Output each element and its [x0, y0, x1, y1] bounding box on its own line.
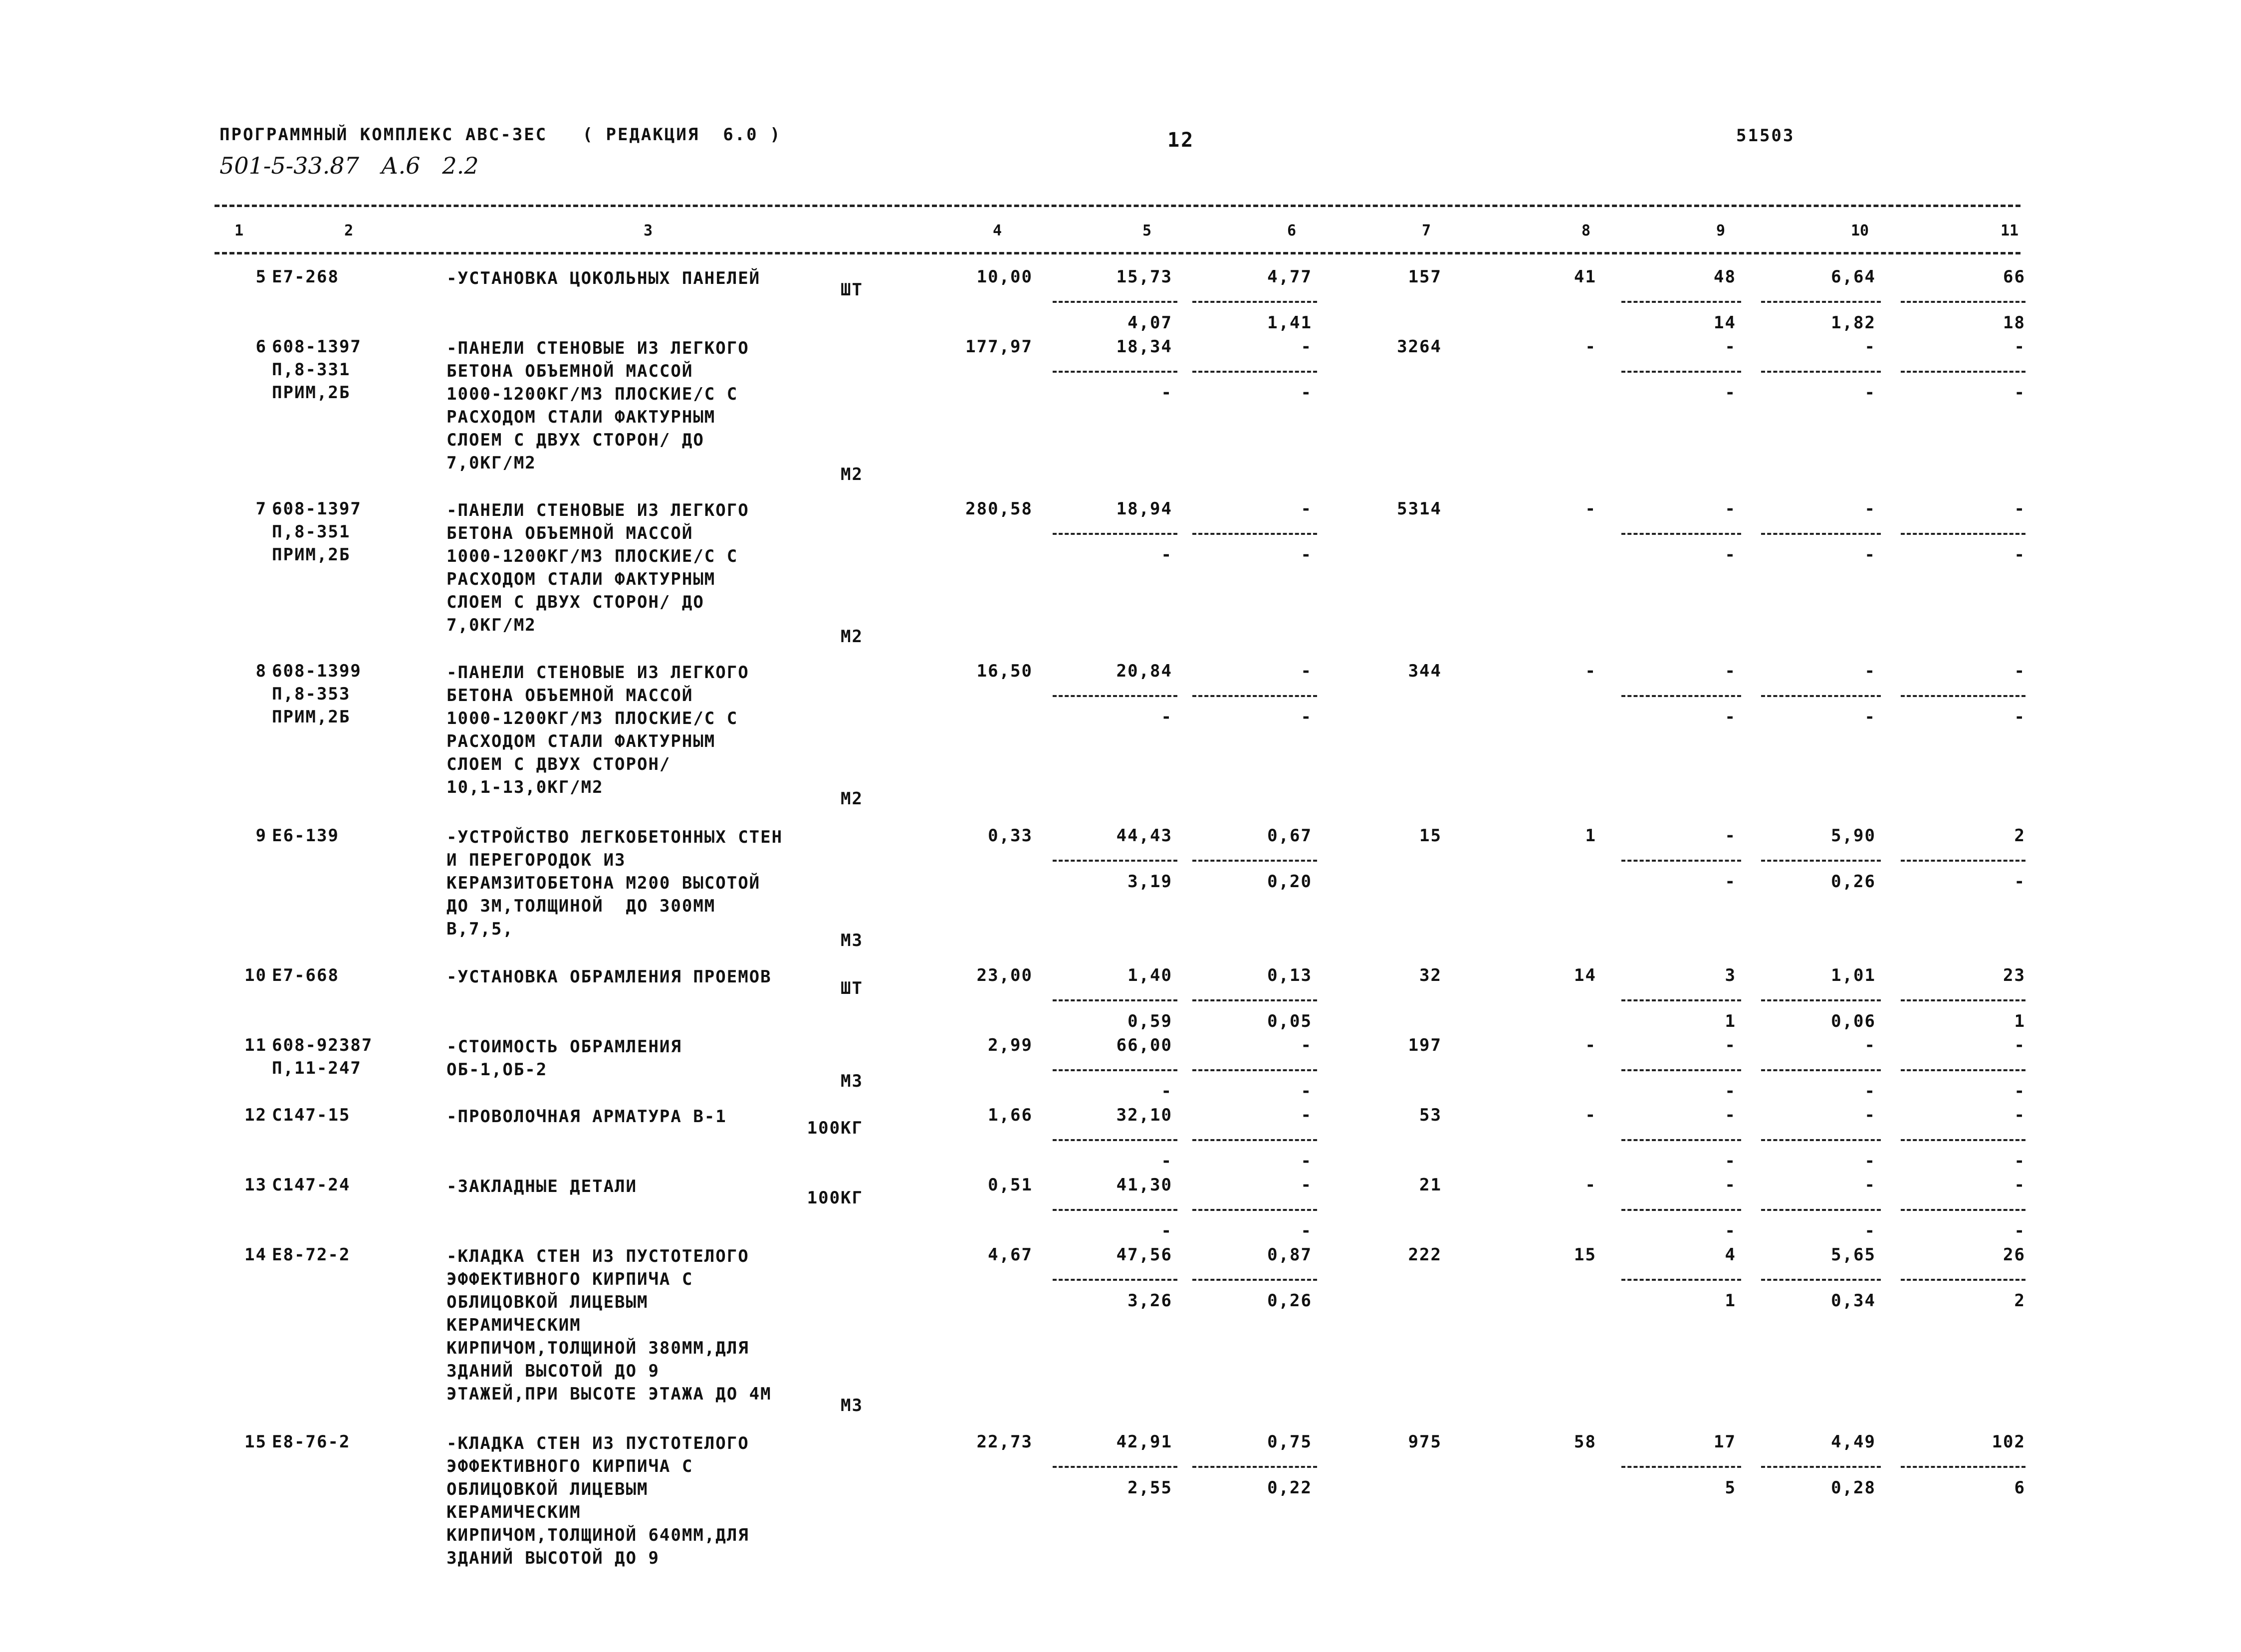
row-description: КИРПИЧОМ,ТОЛЩИНОЙ 380ММ,ДЛЯ — [447, 1338, 749, 1358]
row-description: 7,0КГ/М2 — [447, 615, 536, 635]
cell-c11-bottom: 18 — [2003, 313, 2025, 333]
cell-c9-bottom: - — [1725, 1081, 1736, 1101]
row-description: ЭФФЕКТИВНОГО КИРПИЧА С — [447, 1456, 693, 1476]
cell-quantity: 23,00 — [976, 965, 1033, 985]
cell-c6-bottom: - — [1301, 383, 1312, 403]
cell-c11-top: 23 — [2003, 965, 2025, 985]
fraction-divider — [1621, 999, 1741, 1001]
cell-c9-bottom: - — [1725, 707, 1736, 727]
cell-c6-bottom: 0,20 — [1267, 872, 1312, 892]
cell-col8: - — [1585, 661, 1596, 681]
cell-c11-top: 2 — [2014, 826, 2025, 846]
fraction-divider — [1901, 1279, 2025, 1281]
cell-c5-top: 44,43 — [1116, 826, 1172, 846]
cell-c10-bottom: - — [1864, 1221, 1876, 1241]
row-number: 11 — [244, 1035, 267, 1055]
top-rule — [215, 205, 2020, 207]
fraction-divider — [1621, 301, 1741, 303]
fraction-divider — [1621, 533, 1741, 535]
row-description: -СТОИМОСТЬ ОБРАМЛЕНИЯ — [447, 1037, 682, 1057]
cell-col8: 15 — [1574, 1245, 1596, 1265]
fraction-divider — [1901, 533, 2025, 535]
row-unit: 100КГ — [807, 1188, 863, 1208]
cell-c5-bottom: 2,55 — [1127, 1478, 1172, 1498]
cell-total-cost: 975 — [1408, 1432, 1442, 1452]
cell-c9-bottom: - — [1725, 872, 1736, 892]
cell-col8: - — [1585, 1175, 1596, 1195]
fraction-divider — [1761, 1069, 1881, 1071]
row-code: Е7-668 — [272, 965, 339, 985]
cell-c6-top: 0,13 — [1267, 965, 1312, 985]
row-description: КЕРАМЗИТОБЕТОНА М200 ВЫСОТОЙ — [447, 873, 761, 893]
cell-c5-top: 42,91 — [1116, 1432, 1172, 1452]
row-code: 608-92387 — [272, 1035, 373, 1055]
column-number: 8 — [1581, 222, 1591, 239]
cell-c5-top: 41,30 — [1116, 1175, 1172, 1195]
row-code: П,8-353 — [272, 684, 351, 704]
cell-col8: - — [1585, 337, 1596, 357]
row-description: ОБ-1,ОБ-2 — [447, 1060, 548, 1080]
fraction-divider — [1761, 301, 1881, 303]
cell-quantity: 22,73 — [976, 1432, 1033, 1452]
cell-c11-bottom: 1 — [2014, 1011, 2025, 1031]
cell-c10-bottom: - — [1864, 707, 1876, 727]
column-number: 3 — [644, 222, 653, 239]
cell-c6-bottom: - — [1301, 1221, 1312, 1241]
row-number: 7 — [255, 499, 267, 519]
cell-total-cost: 53 — [1419, 1105, 1442, 1125]
row-description: ОБЛИЦОВКОЙ ЛИЦЕВЫМ — [447, 1292, 649, 1312]
column-number: 1 — [234, 222, 244, 239]
row-description: КЕРАМИЧЕСКИМ — [447, 1502, 581, 1522]
cell-c9-bottom: 1 — [1725, 1291, 1736, 1311]
row-description: РАСХОДОМ СТАЛИ ФАКТУРНЫМ — [447, 569, 716, 589]
row-number: 8 — [255, 661, 267, 681]
row-description: -ПАНЕЛИ СТЕНОВЫЕ ИЗ ЛЕГКОГО — [447, 500, 749, 520]
fraction-divider — [1192, 999, 1317, 1001]
column-number: 6 — [1287, 222, 1297, 239]
cell-c10-bottom: 0,34 — [1831, 1291, 1876, 1311]
row-description: ЭФФЕКТИВНОГО КИРПИЧА С — [447, 1269, 693, 1289]
cell-c11-bottom: - — [2014, 383, 2025, 403]
fraction-divider — [1901, 1069, 2025, 1071]
fraction-divider — [1761, 1209, 1881, 1211]
cell-c9-top: - — [1725, 1105, 1736, 1125]
row-code: Е8-72-2 — [272, 1245, 351, 1265]
cell-c9-top: 48 — [1714, 267, 1736, 287]
fraction-divider — [1621, 1069, 1741, 1071]
cell-c6-bottom: - — [1301, 1151, 1312, 1171]
cell-total-cost: 3264 — [1397, 337, 1442, 357]
doc-number: 51503 — [1736, 126, 1795, 146]
cell-c9-top: - — [1725, 1035, 1736, 1055]
column-number: 11 — [2001, 222, 2019, 239]
fraction-divider — [1901, 371, 2025, 373]
cell-c5-top: 18,94 — [1116, 499, 1172, 519]
fraction-divider — [1053, 999, 1177, 1001]
fraction-divider — [1761, 860, 1881, 862]
row-code: С147-24 — [272, 1175, 351, 1195]
cell-c9-bottom: 14 — [1714, 313, 1736, 333]
fraction-divider — [1621, 860, 1741, 862]
cell-quantity: 16,50 — [976, 661, 1033, 681]
program-title: ПРОГРАММНЫЙ КОМПЛЕКС АВС-3ЕС ( РЕДАКЦИЯ 6.0 ) — [220, 125, 782, 145]
cell-c11-bottom: - — [2014, 707, 2025, 727]
row-number: 5 — [255, 267, 267, 287]
fraction-divider — [1192, 533, 1317, 535]
cell-c11-bottom: - — [2014, 1221, 2025, 1241]
row-description: 1000-1200КГ/М3 ПЛОСКИЕ/С С — [447, 384, 738, 404]
row-description: -ПАНЕЛИ СТЕНОВЫЕ ИЗ ЛЕГКОГО — [447, 663, 749, 683]
row-unit: М3 — [841, 1071, 863, 1091]
row-number: 9 — [255, 826, 267, 846]
row-description: ДО 3М,ТОЛЩИНОЙ ДО 300ММ — [447, 896, 716, 916]
cell-c5-top: 47,56 — [1116, 1245, 1172, 1265]
cell-c9-bottom: 1 — [1725, 1011, 1736, 1031]
cell-c6-top: - — [1301, 1035, 1312, 1055]
row-description: РАСХОДОМ СТАЛИ ФАКТУРНЫМ — [447, 407, 716, 427]
cell-quantity: 2,99 — [988, 1035, 1033, 1055]
row-number: 6 — [255, 337, 267, 357]
cell-total-cost: 21 — [1419, 1175, 1442, 1195]
cell-c6-top: 0,87 — [1267, 1245, 1312, 1265]
cell-c5-top: 66,00 — [1116, 1035, 1172, 1055]
cell-c5-bottom: 0,59 — [1127, 1011, 1172, 1031]
row-code: Е7-268 — [272, 267, 339, 287]
cell-quantity: 1,66 — [988, 1105, 1033, 1125]
cell-c5-top: 15,73 — [1116, 267, 1172, 287]
cell-c11-top: - — [2014, 499, 2025, 519]
cell-c10-bottom: 0,06 — [1831, 1011, 1876, 1031]
fraction-divider — [1621, 371, 1741, 373]
cell-c9-bottom: - — [1725, 1151, 1736, 1171]
cell-c5-top: 32,10 — [1116, 1105, 1172, 1125]
handwritten-note: 501-5-33.87 А.6 2.2 — [220, 152, 479, 179]
cell-c10-bottom: - — [1864, 1151, 1876, 1171]
cell-c11-bottom: - — [2014, 1081, 2025, 1101]
cell-c6-top: 0,67 — [1267, 826, 1312, 846]
column-number: 7 — [1422, 222, 1431, 239]
cell-c11-bottom: - — [2014, 545, 2025, 565]
cell-c6-top: - — [1301, 499, 1312, 519]
cell-c10-bottom: - — [1864, 1081, 1876, 1101]
row-description: БЕТОНА ОБЪЕМНОЙ МАССОЙ — [447, 686, 693, 706]
fraction-divider — [1761, 533, 1881, 535]
row-description: ЗДАНИЙ ВЫСОТОЙ ДО 9 — [447, 1548, 660, 1568]
row-description: ЗДАНИЙ ВЫСОТОЙ ДО 9 — [447, 1361, 660, 1381]
cell-c6-top: 0,75 — [1267, 1432, 1312, 1452]
row-number: 10 — [244, 965, 267, 985]
cell-c6-top: - — [1301, 337, 1312, 357]
row-description: СЛОЕМ С ДВУХ СТОРОН/ ДО — [447, 592, 704, 612]
cell-c9-bottom: - — [1725, 383, 1736, 403]
cell-c9-top: - — [1725, 826, 1736, 846]
row-description: -УСТАНОВКА ОБРАМЛЕНИЯ ПРОЕМОВ — [447, 967, 772, 987]
cell-c9-top: - — [1725, 499, 1736, 519]
row-number: 12 — [244, 1105, 267, 1125]
row-description: СЛОЕМ С ДВУХ СТОРОН/ — [447, 754, 671, 774]
cell-c9-top: 4 — [1725, 1245, 1736, 1265]
row-description: СЛОЕМ С ДВУХ СТОРОН/ ДО — [447, 430, 704, 450]
cell-c10-top: - — [1864, 1175, 1876, 1195]
cell-c6-bottom: - — [1301, 545, 1312, 565]
cell-total-cost: 344 — [1408, 661, 1442, 681]
cell-c5-bottom: 3,26 — [1127, 1291, 1172, 1311]
fraction-divider — [1192, 1139, 1317, 1141]
row-code: ПРИМ,2Б — [272, 383, 351, 403]
fraction-divider — [1761, 1466, 1881, 1468]
cell-c5-top: 20,84 — [1116, 661, 1172, 681]
cell-c6-top: 4,77 — [1267, 267, 1312, 287]
page-number: 12 — [1167, 129, 1195, 152]
fraction-divider — [1761, 999, 1881, 1001]
cell-c6-bottom: 0,05 — [1267, 1011, 1312, 1031]
fraction-divider — [1761, 1279, 1881, 1281]
fraction-divider — [1192, 1209, 1317, 1211]
cell-c11-bottom: - — [2014, 872, 2025, 892]
cell-total-cost: 197 — [1408, 1035, 1442, 1055]
fraction-divider — [1621, 1466, 1741, 1468]
cell-c9-top: 3 — [1725, 965, 1736, 985]
cell-c5-bottom: - — [1161, 707, 1172, 727]
fraction-divider — [1901, 1209, 2025, 1211]
cell-c10-bottom: 1,82 — [1831, 313, 1876, 333]
row-description: 7,0КГ/М2 — [447, 453, 536, 473]
row-number: 14 — [244, 1245, 267, 1265]
row-description: БЕТОНА ОБЪЕМНОЙ МАССОЙ — [447, 361, 693, 381]
row-unit: М2 — [841, 627, 863, 647]
cell-c6-bottom: 0,26 — [1267, 1291, 1312, 1311]
cell-col8: 1 — [1585, 826, 1596, 846]
column-number: 2 — [344, 222, 354, 239]
cell-c10-bottom: 0,28 — [1831, 1478, 1876, 1498]
fraction-divider — [1761, 695, 1881, 697]
row-code: П,11-247 — [272, 1058, 362, 1078]
cell-quantity: 10,00 — [976, 267, 1033, 287]
fraction-divider — [1621, 1139, 1741, 1141]
cell-c9-bottom: 5 — [1725, 1478, 1736, 1498]
cell-c5-bottom: - — [1161, 383, 1172, 403]
cell-quantity: 0,51 — [988, 1175, 1033, 1195]
fraction-divider — [1901, 1466, 2025, 1468]
row-code: П,8-331 — [272, 360, 351, 380]
row-description: 1000-1200КГ/М3 ПЛОСКИЕ/С С — [447, 546, 738, 566]
cell-c10-top: 5,65 — [1831, 1245, 1876, 1265]
fraction-divider — [1621, 1279, 1741, 1281]
row-code: П,8-351 — [272, 522, 351, 542]
row-code: 608-1397 — [272, 337, 362, 357]
fraction-divider — [1761, 371, 1881, 373]
cell-col8: 14 — [1574, 965, 1596, 985]
fraction-divider — [1901, 695, 2025, 697]
cell-c10-top: 1,01 — [1831, 965, 1876, 985]
row-description: ОБЛИЦОВКОЙ ЛИЦЕВЫМ — [447, 1479, 649, 1499]
cell-c6-bottom: - — [1301, 1081, 1312, 1101]
cell-c10-top: 6,64 — [1831, 267, 1876, 287]
cell-c9-top: - — [1725, 1175, 1736, 1195]
fraction-divider — [1901, 1139, 2025, 1141]
cell-c11-top: - — [2014, 337, 2025, 357]
row-code: С147-15 — [272, 1105, 351, 1125]
cell-c5-top: 18,34 — [1116, 337, 1172, 357]
cell-c11-top: 102 — [1992, 1432, 2025, 1452]
cell-c6-bottom: 0,22 — [1267, 1478, 1312, 1498]
cell-quantity: 4,67 — [988, 1245, 1033, 1265]
row-description: -ПАНЕЛИ СТЕНОВЫЕ ИЗ ЛЕГКОГО — [447, 338, 749, 358]
cell-c10-top: - — [1864, 1035, 1876, 1055]
row-description: КЕРАМИЧЕСКИМ — [447, 1315, 581, 1335]
row-unit: 100КГ — [807, 1118, 863, 1138]
row-description: -КЛАДКА СТЕН ИЗ ПУСТОТЕЛОГО — [447, 1433, 749, 1453]
cell-c6-bottom: - — [1301, 707, 1312, 727]
cell-c5-bottom: - — [1161, 1221, 1172, 1241]
cell-c5-bottom: 4,07 — [1127, 313, 1172, 333]
row-number: 15 — [244, 1432, 267, 1452]
cell-c10-top: 4,49 — [1831, 1432, 1876, 1452]
row-code: Е8-76-2 — [272, 1432, 351, 1452]
cell-c11-top: 26 — [2003, 1245, 2025, 1265]
row-unit: М2 — [841, 465, 863, 484]
cell-c10-bottom: 0,26 — [1831, 872, 1876, 892]
cell-quantity: 280,58 — [965, 499, 1033, 519]
column-number: 5 — [1142, 222, 1152, 239]
row-description: -УСТАНОВКА ЦОКОЛЬНЫХ ПАНЕЛЕЙ — [447, 268, 761, 288]
cell-c11-top: 66 — [2003, 267, 2025, 287]
fraction-divider — [1192, 301, 1317, 303]
cell-quantity: 0,33 — [988, 826, 1033, 846]
fraction-divider — [1901, 860, 2025, 862]
fraction-divider — [1192, 860, 1317, 862]
cell-c11-bottom: 6 — [2014, 1478, 2025, 1498]
cell-c6-top: - — [1301, 1105, 1312, 1125]
fraction-divider — [1053, 695, 1177, 697]
cell-c5-bottom: - — [1161, 545, 1172, 565]
row-description: РАСХОДОМ СТАЛИ ФАКТУРНЫМ — [447, 731, 716, 751]
cell-c5-bottom: - — [1161, 1081, 1172, 1101]
cell-col8: - — [1585, 1035, 1596, 1055]
cell-col8: - — [1585, 499, 1596, 519]
row-description: -ПРОВОЛОЧНАЯ АРМАТУРА В-1 — [447, 1107, 727, 1127]
row-code: 608-1397 — [272, 499, 362, 519]
fraction-divider — [1192, 371, 1317, 373]
cell-c11-top: - — [2014, 1105, 2025, 1125]
row-description: И ПЕРЕГОРОДОК ИЗ — [447, 850, 626, 870]
cell-c10-bottom: - — [1864, 383, 1876, 403]
row-unit: М2 — [841, 789, 863, 809]
fraction-divider — [1192, 1069, 1317, 1071]
cell-c10-top: - — [1864, 499, 1876, 519]
row-description: 10,1-13,0КГ/М2 — [447, 777, 604, 797]
fraction-divider — [1901, 301, 2025, 303]
row-code: ПРИМ,2Б — [272, 707, 351, 727]
cell-c6-bottom: 1,41 — [1267, 313, 1312, 333]
row-description: ЭТАЖЕЙ,ПРИ ВЫСОТЕ ЭТАЖА ДО 4М — [447, 1384, 772, 1404]
row-description: -КЛАДКА СТЕН ИЗ ПУСТОТЕЛОГО — [447, 1246, 749, 1266]
fraction-divider — [1053, 1139, 1177, 1141]
cell-c6-top: - — [1301, 1175, 1312, 1195]
row-unit: ШТ — [841, 280, 863, 300]
cell-c11-bottom: 2 — [2014, 1291, 2025, 1311]
cell-c11-top: - — [2014, 1175, 2025, 1195]
row-code: Е6-139 — [272, 826, 339, 846]
cell-c6-top: - — [1301, 661, 1312, 681]
cell-c10-top: - — [1864, 337, 1876, 357]
cell-col8: 41 — [1574, 267, 1596, 287]
cell-c9-top: - — [1725, 337, 1736, 357]
cell-total-cost: 5314 — [1397, 499, 1442, 519]
row-code: 608-1399 — [272, 661, 362, 681]
row-description: -УСТРОЙСТВО ЛЕГКОБЕТОННЫХ СТЕН — [447, 827, 783, 847]
cell-col8: - — [1585, 1105, 1596, 1125]
header-bottom-rule — [215, 252, 2020, 254]
fraction-divider — [1053, 860, 1177, 862]
cell-c9-top: 17 — [1714, 1432, 1736, 1452]
cell-c5-bottom: 3,19 — [1127, 872, 1172, 892]
cell-total-cost: 15 — [1419, 826, 1442, 846]
cell-c9-top: - — [1725, 661, 1736, 681]
row-unit: М3 — [841, 1396, 863, 1416]
fraction-divider — [1192, 1466, 1317, 1468]
cell-c11-bottom: - — [2014, 1151, 2025, 1171]
fraction-divider — [1053, 533, 1177, 535]
cell-col8: 58 — [1574, 1432, 1596, 1452]
fraction-divider — [1053, 371, 1177, 373]
cell-c9-bottom: - — [1725, 1221, 1736, 1241]
row-unit: М3 — [841, 931, 863, 950]
cell-total-cost: 222 — [1408, 1245, 1442, 1265]
fraction-divider — [1053, 1209, 1177, 1211]
fraction-divider — [1053, 1069, 1177, 1071]
row-number: 13 — [244, 1175, 267, 1195]
column-number: 9 — [1716, 222, 1726, 239]
cell-c10-top: - — [1864, 1105, 1876, 1125]
cell-c11-top: - — [2014, 1035, 2025, 1055]
fraction-divider — [1053, 1466, 1177, 1468]
cell-c11-top: - — [2014, 661, 2025, 681]
cell-c10-top: 5,90 — [1831, 826, 1876, 846]
fraction-divider — [1053, 1279, 1177, 1281]
fraction-divider — [1192, 1279, 1317, 1281]
fraction-divider — [1192, 695, 1317, 697]
cell-c10-top: - — [1864, 661, 1876, 681]
cell-c10-bottom: - — [1864, 545, 1876, 565]
fraction-divider — [1761, 1139, 1881, 1141]
row-code: ПРИМ,2Б — [272, 545, 351, 565]
fraction-divider — [1901, 999, 2025, 1001]
row-description: 1000-1200КГ/М3 ПЛОСКИЕ/С С — [447, 708, 738, 728]
column-number: 4 — [993, 222, 1002, 239]
row-description: КИРПИЧОМ,ТОЛЩИНОЙ 640ММ,ДЛЯ — [447, 1525, 749, 1545]
cell-c5-bottom: - — [1161, 1151, 1172, 1171]
cell-total-cost: 32 — [1419, 965, 1442, 985]
cell-total-cost: 157 — [1408, 267, 1442, 287]
fraction-divider — [1621, 1209, 1741, 1211]
cell-c9-bottom: - — [1725, 545, 1736, 565]
fraction-divider — [1621, 695, 1741, 697]
fraction-divider — [1053, 301, 1177, 303]
column-number: 10 — [1851, 222, 1869, 239]
row-description: В,7,5, — [447, 919, 514, 939]
cell-c5-top: 1,40 — [1127, 965, 1172, 985]
row-description: БЕТОНА ОБЪЕМНОЙ МАССОЙ — [447, 523, 693, 543]
row-description: -ЗАКЛАДНЫЕ ДЕТАЛИ — [447, 1177, 637, 1196]
cell-quantity: 177,97 — [965, 337, 1033, 357]
row-unit: ШТ — [841, 978, 863, 998]
